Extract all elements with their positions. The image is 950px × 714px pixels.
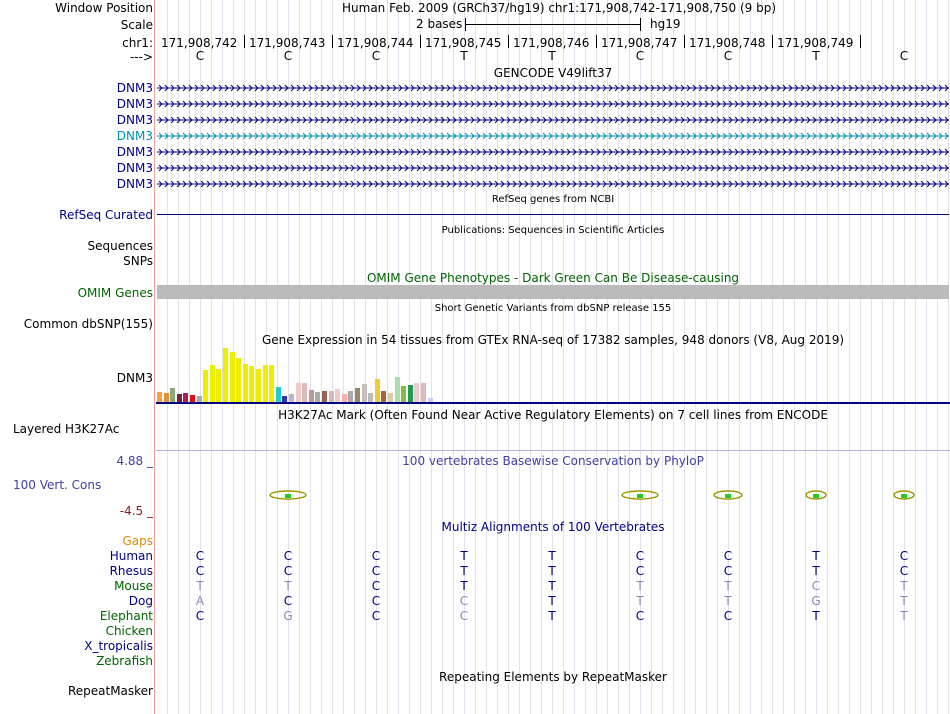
gtex-tissue-bar[interactable] [342, 394, 347, 402]
ruler-tick [860, 35, 861, 48]
species-label[interactable]: Human [109, 549, 153, 563]
cons-top-line [156, 450, 950, 451]
species-label[interactable]: Elephant [99, 609, 153, 623]
gencode-gene-label[interactable]: DNM3 [116, 129, 153, 143]
label-divider [154, 0, 155, 714]
gtex-tissue-bar[interactable] [269, 365, 274, 402]
gencode-transcript[interactable] [157, 146, 949, 158]
gtex-tissue-bar[interactable] [322, 391, 327, 402]
gtex-tissue-bar[interactable] [348, 391, 353, 402]
species-label[interactable]: Dog [128, 594, 153, 608]
aligned-base: C [371, 594, 381, 608]
reference-base: C [283, 49, 293, 63]
conservation-score-bar [813, 494, 819, 498]
gtex-tissue-bar[interactable] [388, 393, 393, 402]
cons-max-label: 4.88 _ [116, 454, 153, 468]
reference-base: T [548, 49, 556, 63]
ruler-tick [244, 35, 245, 48]
gtex-tissue-bar[interactable] [256, 369, 261, 402]
gtex-tissue-bar[interactable] [289, 394, 294, 402]
aligned-base: T [900, 579, 908, 593]
gtex-tissue-bar[interactable] [315, 392, 320, 402]
gtex-tissue-bar[interactable] [216, 369, 221, 402]
conservation-score-bar [725, 494, 731, 498]
ruler-tick [508, 35, 509, 48]
aligned-base: A [195, 594, 205, 608]
publications-title: Publications: Sequences in Scientific Articles [441, 225, 665, 236]
aligned-base: T [460, 549, 468, 563]
gtex-tissue-bar[interactable] [210, 365, 215, 402]
gtex-tissue-bar[interactable] [381, 391, 386, 402]
gtex-tissue-bar[interactable] [368, 393, 373, 402]
species-label[interactable]: Chicken [105, 624, 153, 638]
reference-base: T [460, 49, 468, 63]
aligned-base: C [723, 549, 733, 563]
aligned-base: T [548, 579, 556, 593]
aligned-base: C [635, 549, 645, 563]
gtex-tissue-bar[interactable] [230, 352, 235, 402]
gtex-tissue-bar[interactable] [375, 379, 380, 402]
aligned-base: T [548, 609, 556, 623]
repeat-label[interactable]: RepeatMasker [67, 684, 153, 698]
aligned-base: C [283, 564, 293, 578]
aligned-base: T [900, 594, 908, 608]
gtex-tissue-bar[interactable] [329, 391, 334, 402]
gtex-title: Gene Expression in 54 tissues from GTEx RNA-seq of 17382 samples, 948 donors (V8, Aug 2019) [261, 333, 845, 347]
aligned-base: C [371, 549, 381, 563]
gtex-tissue-bar[interactable] [236, 358, 241, 402]
aligned-base: T [636, 594, 644, 608]
ruler-position: 171,908,748 [689, 36, 766, 50]
aligned-base: C [195, 564, 205, 578]
gtex-tissue-bar[interactable] [263, 365, 268, 402]
aligned-base: C [371, 564, 381, 578]
reference-base: T [812, 49, 820, 63]
reference-base: C [635, 49, 645, 63]
gencode-gene-label[interactable]: DNM3 [116, 113, 153, 127]
gtex-tissue-bar[interactable] [309, 390, 314, 402]
h3k27-title: H3K27Ac Mark (Often Found Near Active Regulatory Elements) on 7 cell lines from ENCODE [278, 408, 828, 422]
gencode-gene-label[interactable]: DNM3 [116, 161, 153, 175]
sequences-label[interactable]: Sequences [87, 239, 153, 253]
gencode-gene-label[interactable]: DNM3 [116, 145, 153, 159]
aligned-base: T [196, 579, 204, 593]
dbsnp-title: Short Genetic Variants from dbSNP release 155 [434, 303, 672, 314]
gtex-tissue-bar[interactable] [362, 384, 367, 402]
gencode-title: GENCODE V49lift37 [493, 66, 613, 80]
strand-label: ---> [129, 50, 153, 64]
aligned-base: C [371, 579, 381, 593]
dbsnp-label[interactable]: Common dbSNP(155) [23, 317, 153, 331]
gencode-transcript[interactable] [157, 130, 949, 142]
assembly-position-text: Human Feb. 2009 (GRCh37/hg19) chr1:171,908,742-171,908,750 (9 bp) [342, 1, 777, 15]
aligned-base: T [548, 549, 556, 563]
gencode-gene-label[interactable]: DNM3 [116, 97, 153, 111]
reference-base: C [371, 49, 381, 63]
gtex-tissue-bar[interactable] [170, 388, 175, 402]
gencode-transcript[interactable] [157, 82, 949, 94]
ruler-tick [684, 35, 685, 48]
gtex-tissue-bar[interactable] [276, 387, 281, 402]
gencode-transcript[interactable] [157, 98, 949, 110]
gtex-tissue-bar[interactable] [302, 383, 307, 402]
aligned-base: C [459, 594, 469, 608]
repeat-title: Repeating Elements by RepeatMasker [439, 670, 667, 684]
window-position-label: Window Position [55, 1, 153, 15]
gtex-tissue-bar[interactable] [421, 383, 426, 402]
gencode-gene-label[interactable]: DNM3 [116, 81, 153, 95]
gtex-tissue-bar[interactable] [157, 392, 162, 402]
ruler-tick [420, 35, 421, 48]
aligned-base: T [548, 564, 556, 578]
gtex-tissue-bar[interactable] [335, 389, 340, 402]
gtex-tissue-bar[interactable] [177, 394, 182, 402]
aligned-base: T [460, 579, 468, 593]
ruler-position: 171,908,749 [777, 36, 854, 50]
ruler-tick [772, 35, 773, 48]
scale-text: 2 bases [416, 17, 463, 31]
ruler-position: 171,908,745 [425, 36, 502, 50]
gtex-tissue-bar[interactable] [408, 385, 413, 402]
ruler-tick [332, 35, 333, 48]
aligned-base: T [460, 564, 468, 578]
gtex-tissue-bar[interactable] [223, 348, 228, 402]
species-label[interactable]: Gaps [122, 534, 153, 548]
omim-label[interactable]: OMIM Genes [77, 286, 153, 300]
ruler-position: 171,908,747 [601, 36, 678, 50]
aligned-base: C [811, 579, 821, 593]
gtex-tissue-bar[interactable] [395, 377, 400, 402]
species-label[interactable]: X_tropicalis [84, 639, 153, 653]
gtex-tissue-bar[interactable] [355, 388, 360, 402]
aligned-base: C [899, 549, 909, 563]
gtex-label[interactable]: DNM3 [116, 371, 153, 385]
scale-db: hg19 [650, 17, 681, 31]
aligned-base: C [899, 564, 909, 578]
refseq-label[interactable]: RefSeq Curated [59, 208, 153, 222]
gtex-tissue-bar[interactable] [249, 366, 254, 402]
aligned-base: C [371, 609, 381, 623]
aligned-base: C [283, 549, 293, 563]
aligned-base: G [811, 594, 821, 608]
gtex-bar-chart[interactable] [156, 346, 950, 404]
gtex-tissue-bar[interactable] [296, 383, 301, 402]
gtex-gene-line [156, 402, 950, 404]
reference-base: C [195, 49, 205, 63]
ruler-position: 171,908,744 [337, 36, 414, 50]
aligned-base: C [459, 609, 469, 623]
chrom-label: chr1: [122, 36, 153, 50]
gencode-transcript[interactable] [157, 162, 949, 174]
aligned-base: C [195, 549, 205, 563]
aligned-base: C [635, 564, 645, 578]
gtex-tissue-bar[interactable] [401, 386, 406, 402]
aligned-base: T [724, 594, 732, 608]
aligned-base: T [812, 609, 820, 623]
h3k27-label[interactable]: Layered H3K27Ac [13, 422, 120, 436]
species-label[interactable]: Rhesus [109, 564, 153, 578]
omim-title: OMIM Gene Phenotypes - Dark Green Can Be Disease-causing [366, 271, 740, 285]
refseq-title: RefSeq genes from NCBI [491, 194, 615, 205]
conservation-plot[interactable] [156, 484, 950, 508]
gtex-tissue-bar[interactable] [203, 370, 208, 402]
cons-label[interactable]: 100 Vert. Cons [13, 478, 102, 492]
gtex-tissue-bar[interactable] [164, 393, 169, 402]
species-label[interactable]: Zebrafish [96, 654, 153, 668]
gencode-transcript[interactable] [157, 178, 949, 190]
gencode-gene-label[interactable]: DNM3 [116, 177, 153, 191]
conservation-score-bar [637, 494, 643, 498]
ruler-position: 171,908,742 [161, 36, 238, 50]
aligned-base: T [724, 579, 732, 593]
ruler-tick [596, 35, 597, 48]
reference-base: C [723, 49, 733, 63]
reference-base: C [899, 49, 909, 63]
aligned-base: T [900, 609, 908, 623]
aligned-base: G [283, 609, 293, 623]
omim-feature-bar[interactable] [157, 285, 949, 299]
species-label[interactable]: Mouse [114, 579, 153, 593]
gencode-transcript[interactable] [157, 114, 949, 126]
aligned-base: T [284, 579, 292, 593]
aligned-base: C [195, 609, 205, 623]
multiz-title: Multiz Alignments of 100 Vertebrates [441, 520, 665, 534]
aligned-base: C [723, 564, 733, 578]
gtex-tissue-bar[interactable] [190, 395, 195, 402]
aligned-base: T [812, 549, 820, 563]
conservation-score-bar [901, 494, 907, 498]
aligned-base: T [548, 594, 556, 608]
aligned-base: C [635, 609, 645, 623]
refseq-gene-line[interactable] [157, 214, 949, 215]
scale-label: Scale [120, 18, 153, 32]
gtex-tissue-bar[interactable] [414, 383, 419, 402]
aligned-base: C [723, 609, 733, 623]
gtex-tissue-bar[interactable] [183, 393, 188, 402]
cons-title: 100 vertebrates Basewise Conservation by PhyloP [402, 454, 704, 468]
aligned-base: T [636, 579, 644, 593]
ruler-position: 171,908,743 [249, 36, 326, 50]
gtex-tissue-bar[interactable] [243, 364, 248, 402]
aligned-base: C [283, 594, 293, 608]
conservation-score-bar [285, 494, 291, 498]
ruler-position: 171,908,746 [513, 36, 590, 50]
aligned-base: T [812, 564, 820, 578]
snps-label[interactable]: SNPs [123, 254, 153, 268]
cons-min-label: -4.5 _ [119, 504, 153, 518]
